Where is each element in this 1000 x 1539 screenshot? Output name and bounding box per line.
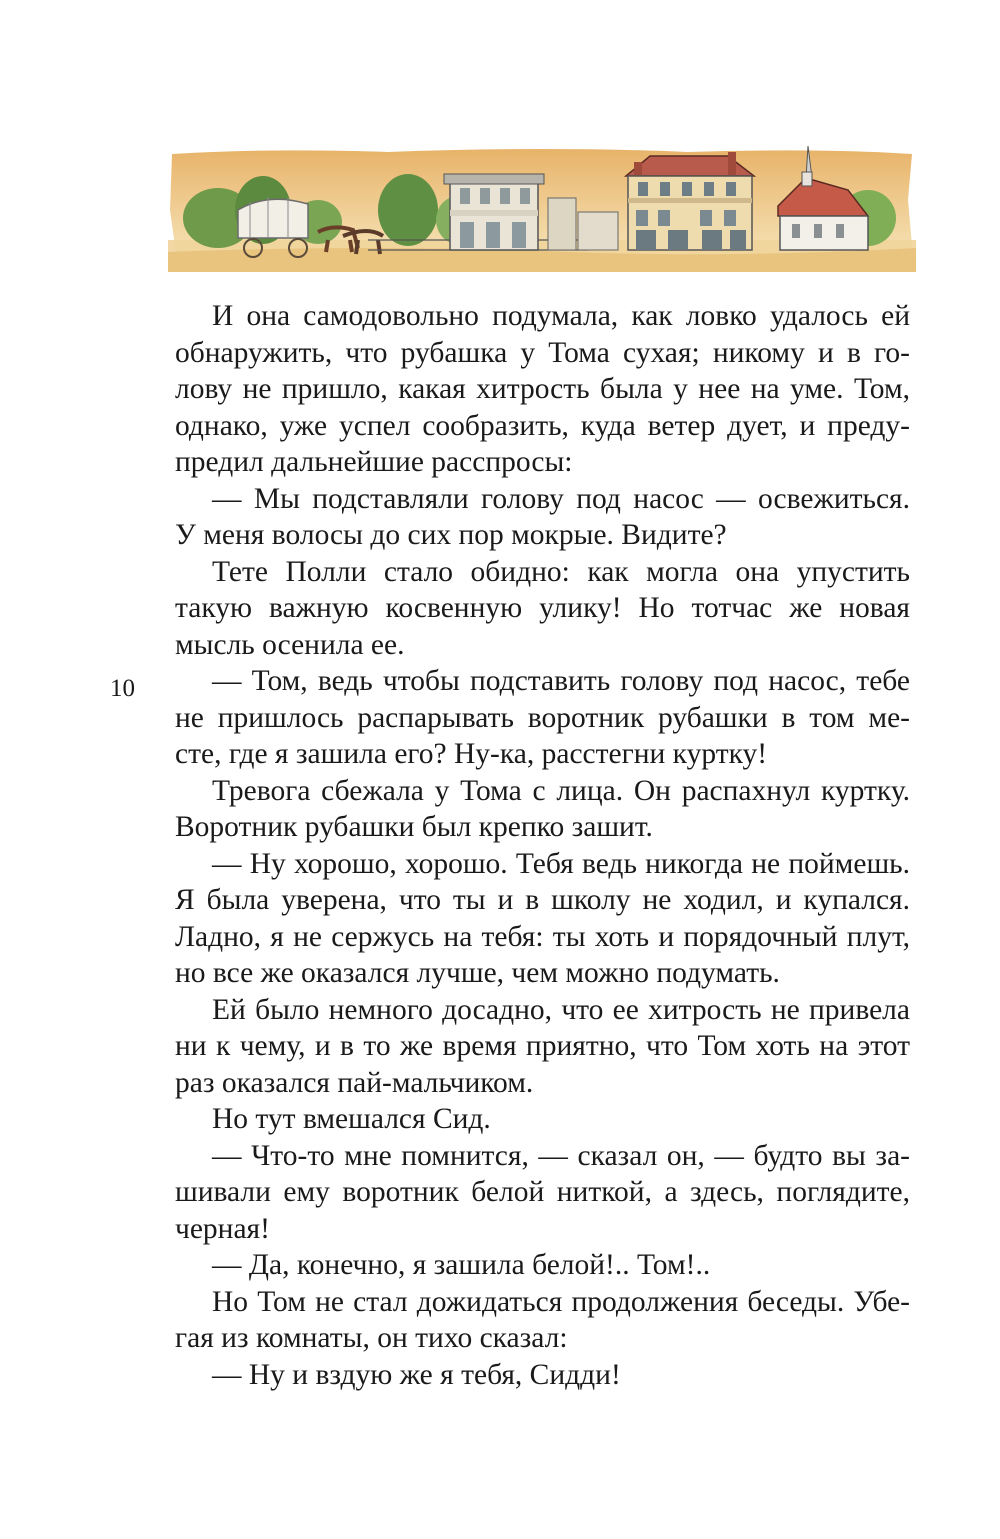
- text-line: Ладно, я не сержусь на тебя: ты хоть и порядочный плут,: [175, 920, 910, 953]
- text-line: ни к чему, и в то же время приятно, что Том хоть на этот: [175, 1030, 910, 1062]
- text-line: гая из комнаты, он тихо сказал:: [175, 1322, 568, 1354]
- text-line: но все же оказался лучше, чем можно подумать.: [175, 957, 780, 989]
- page-number: 10: [110, 675, 135, 702]
- text-line: Ей было немного досадно, что ее хитрость не привела: [212, 993, 910, 1026]
- text-line: однако, уже успел сообразить, куда ветер дует, и преду-: [175, 409, 910, 442]
- text-line: И она самодовольно подумала, как ловко удалось ей: [212, 300, 910, 332]
- text-line: Воротник рубашки был крепко зашит.: [175, 811, 653, 843]
- text-line: шивали ему воротник белой ниткой, а здесь, поглядите,: [175, 1176, 910, 1208]
- text-line: — Ну хорошо, хорошо. Тебя ведь никогда не поймешь.: [212, 847, 910, 880]
- text-line: мысль осенила ее.: [175, 628, 405, 661]
- text-line: раз оказался пай-мальчиком.: [175, 1066, 534, 1099]
- text-line: Тете Полли стало обидно: как могла она упустить: [212, 555, 910, 588]
- text-line: Тревога сбежала у Тома с лица. Он распахнул куртку.: [212, 774, 910, 807]
- text-line: не пришлось распарывать воротник рубашки в том ме-: [175, 701, 910, 734]
- text-line: Но Том не стал дожидаться продолжения беседы. Убе-: [212, 1285, 910, 1318]
- text-line: — Том, ведь чтобы подставить голову под насос, тебе: [212, 665, 910, 697]
- text-line: такую важную косвенную улику! Но тотчас же новая: [175, 592, 910, 624]
- text-line: — Ну и вздую же я тебя, Сидди!: [212, 1358, 621, 1391]
- text-line: У меня волосы до сих пор мокрые. Видите?: [175, 519, 727, 551]
- text-line: черная!: [175, 1212, 270, 1245]
- text-line: сте, где я зашила его? Ну-ка, расстегни куртку!: [175, 738, 768, 770]
- text-line: Я была уверена, что ты и в школу не ходил, и купался.: [175, 884, 910, 916]
- text-line: предил дальнейшие расспросы:: [175, 446, 573, 478]
- town-street-illustration: [168, 140, 916, 272]
- text-line: обнаружить, что рубашка у Тома сухая; никому и в го-: [175, 336, 910, 369]
- text-line: — Мы подставляли голову под насос — освежиться.: [212, 482, 910, 515]
- text-line: лову не пришло, какая хитрость была у нее на уме. Том,: [175, 373, 910, 405]
- text-line: — Что-то мне помнится, — сказал он, — будто вы за-: [212, 1139, 910, 1172]
- text-line: Но тут вмешался Сид.: [212, 1103, 491, 1135]
- body-text: [175, 298, 910, 1393]
- text-line: — Да, конечно, я зашила белой!.. Том!..: [212, 1249, 711, 1281]
